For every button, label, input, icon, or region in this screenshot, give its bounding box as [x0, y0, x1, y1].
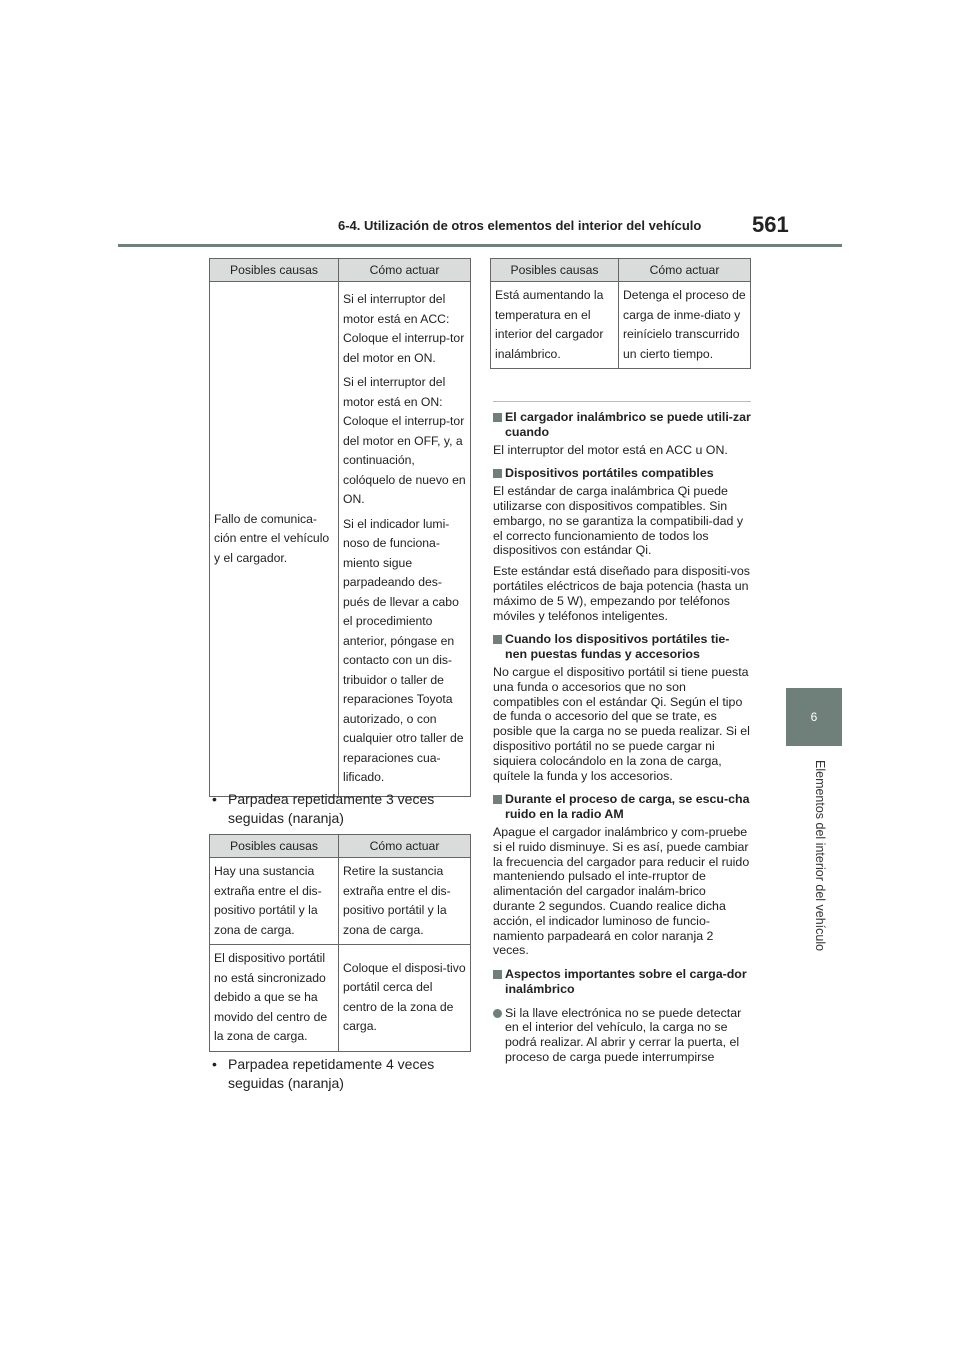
section-heading: Aspectos importantes sobre el carga-dor inalámbrico [493, 967, 751, 997]
table-cell-action [339, 282, 471, 797]
chapter-tab: 6 [786, 688, 842, 746]
causes-table-3 [490, 258, 751, 369]
square-bullet-icon [493, 469, 502, 478]
action-paragraph: Si el indicador lumi-noso de funciona-miento sigue parpadeando des-pués de llevar a cabo el procedimiento anterior, póngase en contacto con un dis-tribuidor o taller de reparaciones Toyota autorizado, o con cualquier otro taller de reparaciones cua-lificado. [343, 516, 464, 784]
table-cell-cause: Está aumentando la temperatura en el interior del cargador inalámbrico. [491, 282, 619, 369]
chapter-title: 6-4. Utilización de otros elementos del interior del vehículo [338, 218, 702, 233]
square-bullet-icon [493, 970, 502, 979]
table-cell-action: Coloque el disposi-tivo portátil cerca del centro de la zona de carga. [339, 945, 471, 1052]
table-cell-action: Retire la sustancia extraña entre el dis-positivo portátil y la zona de carga. [339, 858, 471, 945]
chapter-side-label: Elementos del interior del vehículo [813, 760, 827, 952]
action-paragraph: Si el interruptor del motor está en ACC: Coloque el interrup-tor del motor en ON. [343, 292, 465, 365]
list-item [212, 790, 472, 828]
bullet-marker: • [212, 1056, 217, 1072]
causes-table-2 [209, 834, 471, 1052]
table-row [210, 858, 471, 945]
section-paragraph: El interruptor del motor está en ACC u ON. [493, 442, 728, 457]
table-cell-cause: El dispositivo portátil no está sincronizado debido a que se ha movido del centro de la zona de carga. [210, 945, 339, 1052]
list-item [212, 1055, 472, 1093]
table-cell-cause: Fallo de comunica-ción entre el vehículo y el cargador. [210, 282, 339, 797]
section-paragraph: No cargue el dispositivo portátil si tiene puesta una funda o accesorios que no son compatibles con el estándar Qi. Según el tipo de funda o accesorio del que se trate, es posible que la carga no se pueda realizar. Si el dispositivo portátil no se puede cargar ni siquiera colocándolo en la zona de carga, quítele la funda y los accesorios. [493, 664, 750, 783]
section-paragraph: Apague el cargador inalámbrico y com-pruebe si el ruido disminuye. Si es así, puede cambiar la frecuencia del cargador para reducir el ruido manteniendo pulsado el inte-rruptor de alimentación del cargador inalám-brico durante 2 segundos. Cuando realice dicha acción, el indicador luminoso de funcio-namiento parpadeará en color naranja 2 veces. [493, 824, 750, 958]
table-header-causes: Posibles causas [491, 259, 619, 282]
page-number: 561 [752, 212, 789, 237]
header-rule [118, 244, 842, 247]
table-header-action: Cómo actuar [339, 835, 471, 858]
table-row [210, 282, 471, 797]
list-item: Si la llave electrónica no se puede detectar en el interior del vehículo, la carga no se podrá realizar. Al abrir y cerrar la puerta, el proceso de carga puede interrumpirse [493, 1006, 751, 1065]
section-divider [493, 401, 751, 402]
table-cell-cause: Hay una sustancia extraña entre el dis-positivo portátil y la zona de carga. [210, 858, 339, 945]
action-paragraph: Si el interruptor del motor está en ON: Coloque el interrup-tor del motor en OFF, y, a continuación, colóquelo de nuevo en ON. [343, 375, 466, 506]
circle-bullet-icon [493, 1009, 502, 1018]
section-paragraph: El estándar de carga inalámbrica Qi puede utilizarse con dispositivos compatibles. Sin embargo, no se garantiza la compatibili-dad y el correcto funcionamiento de todos los dispositivos con estándar Qi. [493, 484, 744, 558]
section-heading: Dispositivos portátiles compatibles [493, 466, 751, 481]
section-heading: Cuando los dispositivos portátiles tie-nen puestas fundas y accesorios [493, 632, 751, 662]
table-header-causes: Posibles causas [210, 259, 339, 282]
section-heading: El cargador inalámbrico se puede utili-zar cuando [493, 410, 751, 440]
table-header-causes: Posibles causas [210, 835, 339, 858]
info-sections [493, 406, 751, 1065]
section-paragraph: Este estándar está diseñado para dispositi-vos portátiles eléctricos de baja potencia (hasta un máximo de 5 W), empezando por teléfonos móviles y teléfonos inteligentes. [493, 564, 750, 623]
square-bullet-icon [493, 795, 502, 804]
table-header-action: Cómo actuar [339, 259, 471, 282]
section-heading: Durante el proceso de carga, se escu-cha ruido en la radio AM [493, 792, 751, 822]
table-row [491, 282, 751, 369]
square-bullet-icon [493, 635, 502, 644]
table-cell-action: Detenga el proceso de carga de inme-diato y reinícielo transcurrido un cierto tiempo. [619, 282, 751, 369]
causes-table-1 [209, 258, 471, 797]
table-row [210, 945, 471, 1052]
bullet-text: Parpadea repetidamente 4 veces seguidas (naranja) [228, 1056, 435, 1091]
table-header-action: Cómo actuar [619, 259, 751, 282]
bullet-marker: • [212, 791, 217, 807]
bullet-text: Parpadea repetidamente 3 veces seguidas (naranja) [228, 791, 435, 826]
square-bullet-icon [493, 413, 502, 422]
